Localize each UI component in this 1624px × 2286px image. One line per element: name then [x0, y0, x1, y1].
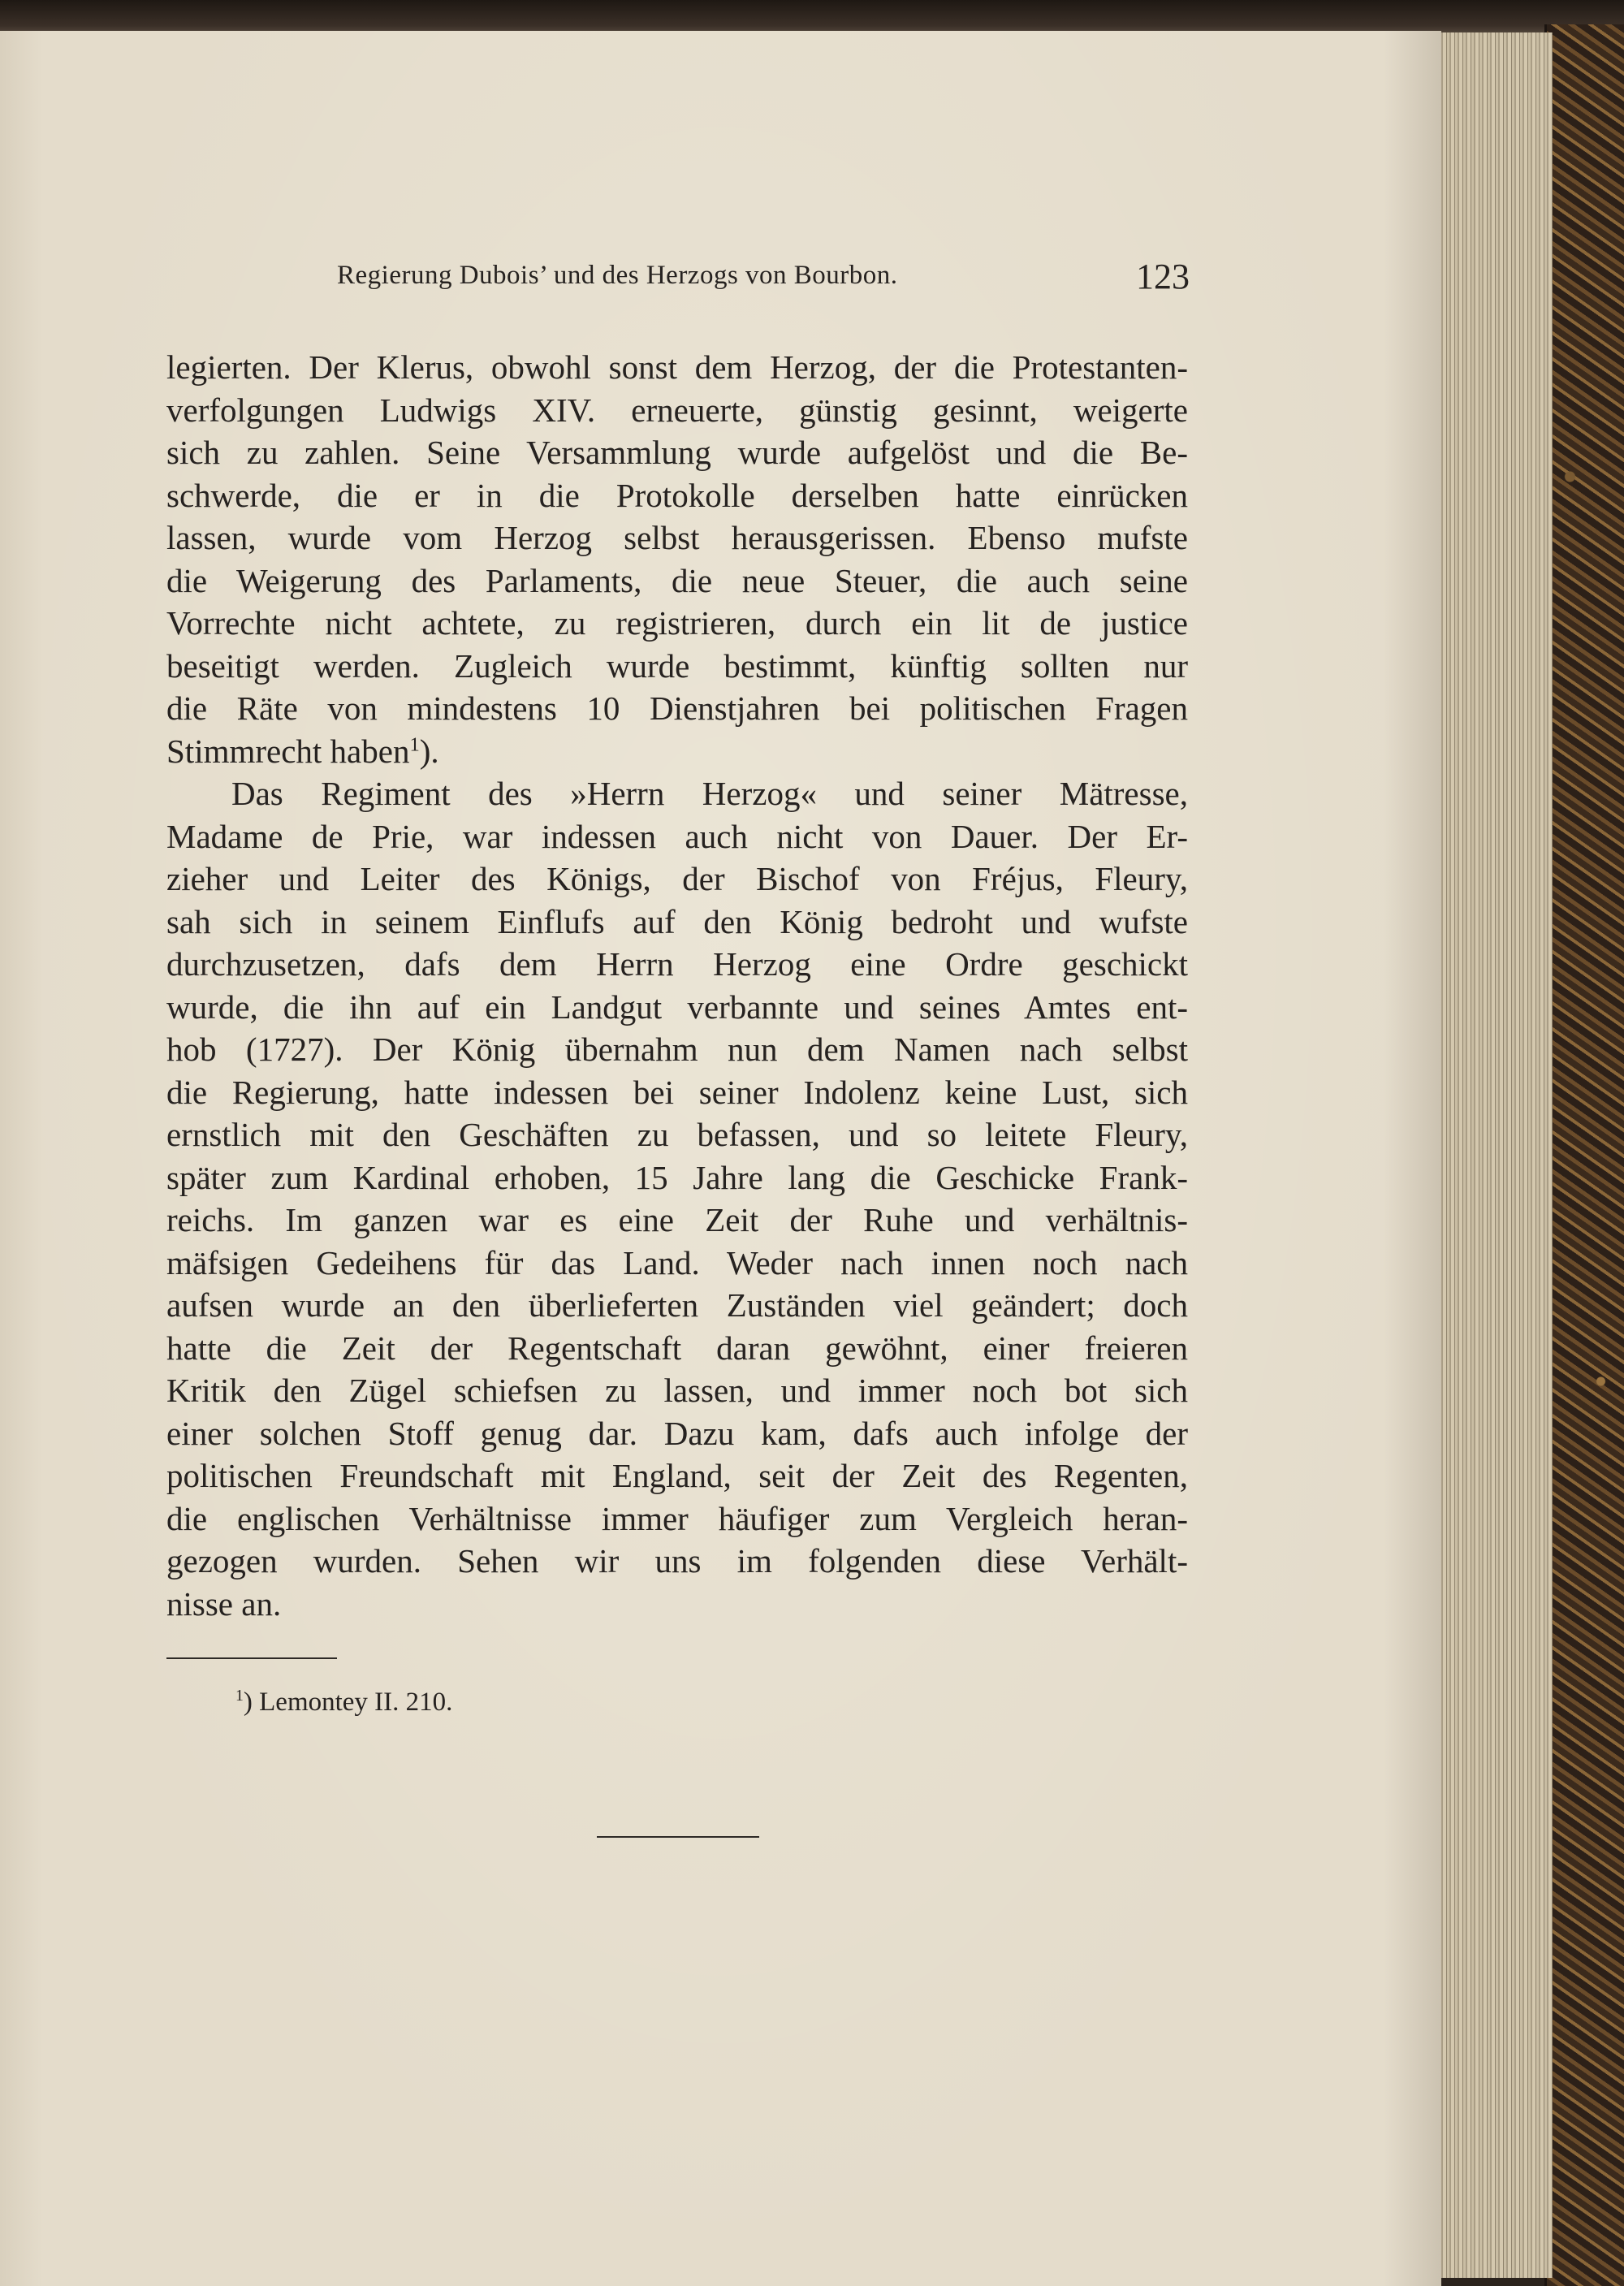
- text-line: durchzusetzen, dafs dem Herrn Herzog eine Ordre geschickt: [166, 945, 1188, 983]
- text-line: Madame de Prie, war indessen auch nicht von Dauer. Der Er-: [166, 817, 1188, 855]
- text-line: gezogen wurden. Sehen wir uns im folgenden diese Verhält-: [166, 1542, 1188, 1579]
- footnote-divider: [166, 1657, 337, 1659]
- chapter-end-rule: [597, 1836, 759, 1838]
- text-line: aufsen wurde an den überlieferten Zuständen viel geändert; doch: [166, 1286, 1188, 1324]
- text-line-with-footnote-ref: [166, 730, 1188, 773]
- page-stack-edge: [1437, 32, 1553, 2278]
- text-line: Vorrechte nicht achtete, zu registrieren, durch ein lit de justice: [166, 604, 1188, 642]
- text-line: reichs. Im ganzen war es eine Zeit der Ruhe und verhältnis-: [166, 1201, 1188, 1238]
- text-line: die Regierung, hatte indessen bei seiner Indolenz keine Lust, sich: [166, 1073, 1188, 1111]
- text-line: mäfsigen Gedeihens für das Land. Weder nach innen noch nach: [166, 1243, 1188, 1281]
- body-text: [166, 346, 1188, 1625]
- text-line: die englischen Verhältnisse immer häufiger zum Vergleich heran-: [166, 1499, 1188, 1537]
- text-line: sah sich in seinem Einflufs auf den König bedroht und wufste: [166, 902, 1188, 940]
- text-line: Kritik den Zügel schiefsen zu lassen, und immer noch bot sich: [166, 1372, 1188, 1409]
- text-line: legierten. Der Klerus, obwohl sonst dem Herzog, der die Protestanten-: [166, 348, 1188, 386]
- text-line: die Räte von mindestens 10 Dienstjahren bei politischen Fragen: [166, 689, 1188, 727]
- text-line: schwerde, die er in die Protokolle derselben hatte einrücken: [166, 476, 1188, 514]
- text-line: verfolgungen Ludwigs XIV. erneuerte, günstig gesinnt, weigerte: [166, 391, 1188, 429]
- text-line: ernstlich mit den Geschäften zu befassen, und so leitete Fleury,: [166, 1116, 1188, 1153]
- page-number: 123: [1136, 257, 1190, 296]
- footnote-marker: 1: [235, 1687, 244, 1705]
- text-line-content: Stimmrecht haben: [166, 732, 410, 770]
- text-line: wurde, die ihn auf ein Landgut verbannte und seines Amtes ent-: [166, 987, 1188, 1026]
- text-line-suffix: ).: [419, 732, 439, 770]
- book-page: [0, 31, 1441, 2286]
- footnote: [235, 1687, 452, 1718]
- marbled-cover-edge: [1544, 24, 1624, 2286]
- footnote-reference: 1: [409, 732, 420, 755]
- footnote-marker-paren: ): [243, 1687, 253, 1717]
- text-line-paragraph-end: nisse an.: [166, 1584, 282, 1623]
- text-line: beseitigt werden. Zugleich wurde bestimmt, künftig sollten nur: [166, 646, 1188, 685]
- running-title: Regierung Dubois’ und des Herzogs von Bourbon.: [337, 261, 898, 290]
- text-line-paragraph-start: Das Regiment des »Herrn Herzog« und seiner Mätresse,: [231, 775, 1188, 812]
- text-line: einer solchen Stoff genug dar. Dazu kam, dafs auch infolge der: [166, 1414, 1188, 1452]
- text-line: später zum Kardinal erhoben, 15 Jahre lang die Geschicke Frank-: [166, 1158, 1188, 1196]
- text-line: sich zu zahlen. Seine Versammlung wurde aufgelöst und die Be-: [166, 434, 1188, 471]
- text-line: hatte die Zeit der Regentschaft daran gewöhnt, einer freieren: [166, 1329, 1188, 1367]
- text-line: hob (1727). Der König übernahm nun dem Namen nach selbst: [166, 1031, 1188, 1068]
- running-head: [166, 257, 1190, 301]
- text-line: zieher und Leiter des Königs, der Bischof von Fréjus, Fleury,: [166, 860, 1188, 897]
- footnote-text: Lemontey II. 210.: [252, 1687, 453, 1717]
- text-line: lassen, wurde vom Herzog selbst herausgerissen. Ebenso mufste: [166, 519, 1188, 556]
- text-line: die Weigerung des Parlaments, die neue Steuer, die auch seine: [166, 561, 1188, 599]
- text-line: politischen Freundschaft mit England, seit der Zeit des Regenten,: [166, 1457, 1188, 1494]
